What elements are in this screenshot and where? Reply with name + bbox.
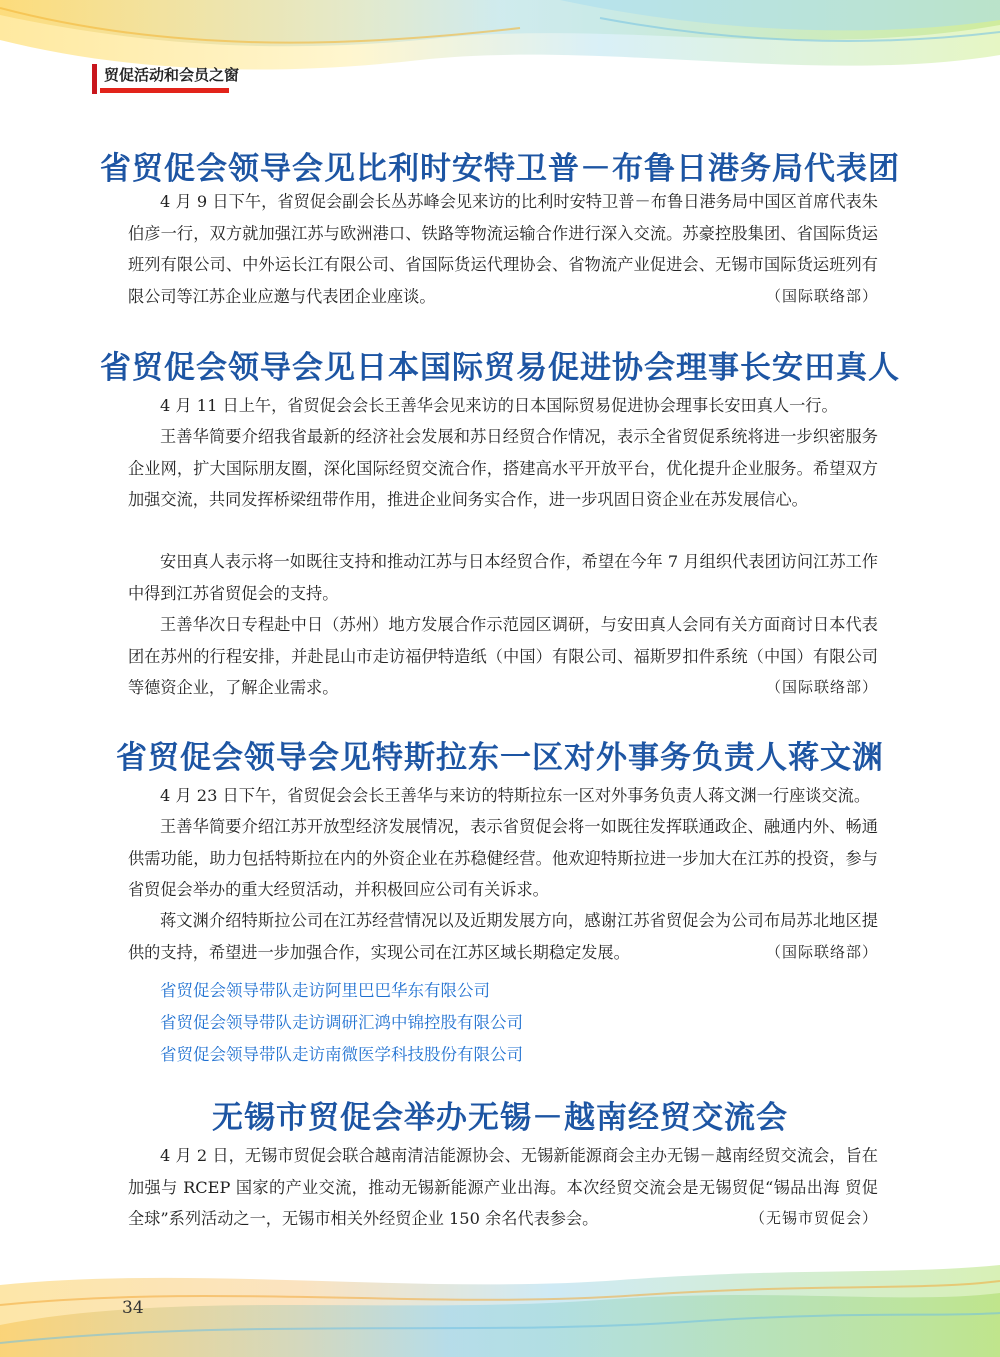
header-red-bar — [92, 64, 97, 94]
page-number: 34 — [122, 1298, 144, 1318]
related-link-1[interactable]: 省贸促会领导带队走访阿里巴巴华东有限公司 — [160, 981, 490, 1000]
article-2-paragraph-3: 安田真人表示将一如既往支持和推动江苏与日本经贸合作，希望在今年 7 月组织代表团访问江苏工作中得到江苏省贸促会的支持。 — [128, 552, 878, 603]
article-3-paragraph-1: 4 月 23 日下午，省贸促会会长王善华与来访的特斯拉东一区对外事务负责人蒋文渊一行座谈交流。 — [160, 786, 871, 805]
bottom-wave-decoration — [0, 1255, 1000, 1357]
related-link-2[interactable]: 省贸促会领导带队走访调研汇鸿中锦控股有限公司 — [160, 1013, 523, 1032]
article-3-paragraph-3: 蒋文渊介绍特斯拉公司在江苏经营情况以及近期发展方向，感谢江苏省贸促会为公司布局苏北地区提供的支持，希望进一步加强合作，实现公司在江苏区域长期稳定发展。 （国际联络部） — [128, 905, 878, 968]
related-link-3[interactable]: 省贸促会领导带队走访南微医学科技股份有限公司 — [160, 1045, 523, 1064]
article-1-title: 省贸促会领导会见比利时安特卫普－布鲁日港务局代表团 — [100, 151, 900, 187]
article-2-paragraph-2: 王善华简要介绍我省最新的经济社会发展和苏日经贸合作情况，表示全省贸促系统将进一步织密服务企业网，扩大国际朋友圈，深化国际经贸交流合作，搭建高水平开放平台，优化提升企业服务。希望双方加强交流，共同发挥桥梁纽带作用，推进企业间务实合作，进一步巩固日资企业在苏发展信心。 — [128, 427, 878, 509]
article-3-title: 省贸促会领导会见特斯拉东一区对外事务负责人蒋文渊 — [116, 740, 884, 776]
article-4-paragraph-1: 4 月 2 日，无锡市贸促会联合越南清洁能源协会、无锡新能源商会主办无锡－越南经贸交流会，旨在加强与 RCEP 国家的产业交流，推动无锡新能源产业出海。本次经贸交流会是无锡贸促“锡品出海 贸促全球”系列活动之一，无锡市相关外经贸企业 150 余名代表参会。 （无锡市贸促会） — [128, 1140, 878, 1235]
section-title: 贸促活动和会员之窗 — [104, 66, 240, 84]
article-2-paragraph-1: 4 月 11 日上午，省贸促会会长王善华会见来访的日本国际贸易促进协会理事长安田真人一行。 — [160, 396, 838, 415]
article-3-source: （国际联络部） — [765, 942, 878, 961]
article-3-paragraph-2: 王善华简要介绍江苏开放型经济发展情况，表示省贸促会将一如既往发挥联通政企、融通内外、畅通供需功能，助力包括特斯拉在内的外资企业在苏稳健经营。他欢迎特斯拉进一步加大在江苏的投资，参与省贸促会举办的重大经贸活动，并积极回应公司有关诉求。 — [128, 817, 878, 899]
article-2-paragraph-4: 王善华次日专程赴中日（苏州）地方发展合作示范园区调研，与安田真人会同有关方面商讨日本代表团在苏州的行程安排，并赴昆山市走访福伊特造纸（中国）有限公司、福斯罗扣件系统（中国）有限公司等德资企业，了解企业需求。 （国际联络部） — [128, 609, 878, 704]
header-underline — [100, 88, 229, 93]
article-1-source: （国际联络部） — [765, 286, 878, 305]
article-2-source: （国际联络部） — [765, 678, 878, 696]
article-2-title: 省贸促会领导会见日本国际贸易促进协会理事长安田真人 — [100, 350, 900, 386]
article-4-title: 无锡市贸促会举办无锡－越南经贸交流会 — [212, 1100, 788, 1136]
article-4-source: （无锡市贸促会） — [749, 1209, 878, 1227]
article-1-paragraph-1: 4 月 9 日下午，省贸促会副会长丛苏峰会见来访的比利时安特卫普－布鲁日港务局中国区首席代表朱伯彦一行，双方就加强江苏与欧洲港口、铁路等物流运输合作进行深入交流。苏豪控股集团、省国际货运班列有限公司、中外运长江有限公司、省国际货运代理协会、省物流产业促进会、无锡市国际货运班列有限公司等江苏企业应邀与代表团企业座谈。 （国际联络部） — [128, 186, 878, 312]
